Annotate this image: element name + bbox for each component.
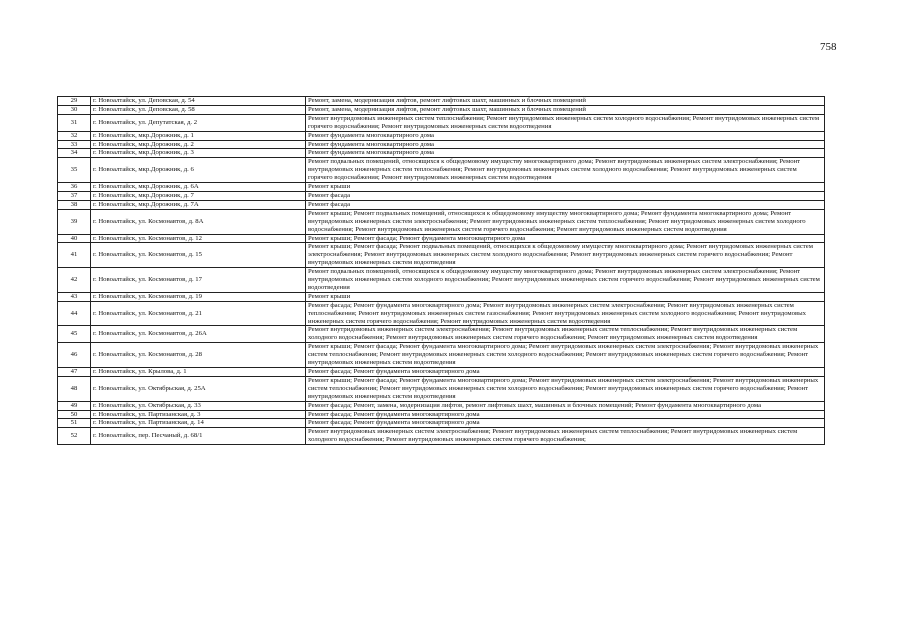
- table-row: [58, 149, 825, 158]
- row-number: 30: [58, 105, 91, 114]
- row-address: г. Новоалтайск, ул. Партизанская, д. 3: [91, 410, 306, 419]
- row-number: 32: [58, 131, 91, 140]
- row-number: 35: [58, 158, 91, 183]
- row-works: Ремонт фасада; Ремонт фундамента многоквартирного дома; Ремонт внутридомовых инженерных систем электроснабжения; Ремонт внутридомовых инженерных систем теплоснабжения; Ремонт внутридомовых инженерных систем газоснабжения; Ремонт внутридомовых инженерных систем холодного водоснабжения; Ремонт внутридомовых инженерных систем горячего водоснабжения; Ремонт внутридомовых инженерных систем водоотведения: [306, 301, 825, 326]
- row-address: г. Новоалтайск, мкр.Дорожник, д. 7А: [91, 200, 306, 209]
- table-row: [58, 140, 825, 149]
- table-row: [58, 158, 825, 183]
- row-number: 46: [58, 343, 91, 368]
- row-works: Ремонт крыши: [306, 183, 825, 192]
- row-address: г. Новоалтайск, ул. Космонавтов, д. 17: [91, 268, 306, 293]
- row-works: Ремонт крыши; Ремонт фасада; Ремонт фундамента многоквартирного дома: [306, 234, 825, 243]
- table-row: [58, 209, 825, 234]
- table-row: [58, 410, 825, 419]
- table-row: [58, 292, 825, 301]
- row-works: Ремонт внутридомовых инженерных систем электроснабжения; Ремонт внутридомовых инженерных систем теплоснабжения; Ремонт внутридомовых инженерных систем холодного водоснабжения; Ремонт внутридомовых инженерных систем горячего водоснабжения;: [306, 428, 825, 445]
- table-row: [58, 428, 825, 445]
- row-address: г. Новоалтайск, ул. Космонавтов, д. 26А: [91, 326, 306, 343]
- table-row: [58, 114, 825, 131]
- row-address: г. Новоалтайск, ул. Деповская, д. 54: [91, 97, 306, 106]
- row-works: Ремонт крыши: [306, 292, 825, 301]
- row-address: г. Новоалтайск, ул. Космонавтов, д. 21: [91, 301, 306, 326]
- row-number: 50: [58, 410, 91, 419]
- table-row: [58, 234, 825, 243]
- row-address: г. Новоалтайск, пер. Песчаный, д. 68/1: [91, 428, 306, 445]
- row-number: 52: [58, 428, 91, 445]
- row-number: 33: [58, 140, 91, 149]
- row-works: Ремонт внутридомовых инженерных систем теплоснабжения; Ремонт внутридомовых инженерных систем холодного водоснабжения; Ремонт внутридомовых инженерных систем горячего водоснабжения; Ремонт внутридомовых инженерных систем водоотведения: [306, 114, 825, 131]
- table-row: [58, 105, 825, 114]
- table-row: [58, 326, 825, 343]
- row-address: г. Новоалтайск, ул. Депутатская, д. 2: [91, 114, 306, 131]
- row-address: г. Новоалтайск, ул. Космонавтов, д. 28: [91, 343, 306, 368]
- repair-works-table: [57, 96, 825, 445]
- row-works: Ремонт крыши; Ремонт фасада; Ремонт фундамента многоквартирного дома; Ремонт внутридомовых инженерных систем электроснабжения; Ремонт внутридомовых инженерных систем теплоснабжения; Ремонт внутридомовых инженерных систем холодного водоснабжения; Ремонт внутридомовых инженерных систем горячего водоснабжения; Ремонт внутридомовых инженерных систем водоотведения: [306, 376, 825, 401]
- row-address: г. Новоалтайск, ул. Космонавтов, д. 19: [91, 292, 306, 301]
- table-row: [58, 131, 825, 140]
- row-works: Ремонт подвальных помещений, относящихся к общедомовому имуществу многоквартирного дома; Ремонт внутридомовых инженерных систем электроснабжения; Ремонт внутридомовых инженерных систем холодного водоснабжения; Ремонт внутридомовых инженерных систем горячего водоснабжения; Ремонт внутридомовых инженерных систем водоотведения: [306, 268, 825, 293]
- row-address: г. Новоалтайск, ул. Деповская, д. 58: [91, 105, 306, 114]
- row-works: Ремонт фасада; Ремонт фундамента многоквартирного дома: [306, 368, 825, 377]
- row-works: Ремонт фасада; Ремонт фундамента многоквартирного дома: [306, 419, 825, 428]
- row-works: Ремонт фасада: [306, 200, 825, 209]
- row-number: 49: [58, 401, 91, 410]
- row-number: 44: [58, 301, 91, 326]
- row-number: 40: [58, 234, 91, 243]
- table-row: [58, 97, 825, 106]
- table-row: [58, 343, 825, 368]
- row-number: 37: [58, 191, 91, 200]
- table-row: [58, 243, 825, 268]
- row-works: Ремонт, замена, модернизация лифтов, ремонт лифтовых шахт, машинных и блочных помещений: [306, 105, 825, 114]
- row-address: г. Новоалтайск, ул. Космонавтов, д. 8А: [91, 209, 306, 234]
- row-works: Ремонт фасада; Ремонт фундамента многоквартирного дома: [306, 410, 825, 419]
- row-address: г. Новоалтайск, ул. Октябрьская, д. 25А: [91, 376, 306, 401]
- row-works: Ремонт крыши; Ремонт подвальных помещений, относящихся к общедомовому имуществу многоквартирного дома; Ремонт фундамента многоквартирного дома; Ремонт внутридомовых инженерных систем электроснабжения; Ремонт внутридомовых инженерных систем теплоснабжения; Ремонт внутридомовых инженерных систем холодного водоснабжения; Ремонт внутридомовых инженерных систем горячего водоснабжения; Ремонт внутридомовых инженерных систем водоотведения: [306, 209, 825, 234]
- row-address: г. Новоалтайск, ул. Космонавтов, д. 15: [91, 243, 306, 268]
- row-number: 42: [58, 268, 91, 293]
- row-address: г. Новоалтайск, ул. Крылова, д. 1: [91, 368, 306, 377]
- row-address: г. Новоалтайск, мкр.Дорожник, д. 6: [91, 158, 306, 183]
- row-address: г. Новоалтайск, ул. Партизанская, д. 14: [91, 419, 306, 428]
- table-row: [58, 368, 825, 377]
- row-works: Ремонт фундамента многоквартирного дома: [306, 149, 825, 158]
- row-address: г. Новоалтайск, мкр.Дорожник, д. 7: [91, 191, 306, 200]
- row-address: г. Новоалтайск, мкр.Дорожник, д. 6А: [91, 183, 306, 192]
- row-works: Ремонт внутридомовых инженерных систем электроснабжения; Ремонт внутридомовых инженерных систем теплоснабжения; Ремонт внутридомовых инженерных систем холодного водоснабжения; Ремонт внутридомовых инженерных систем горячего водоснабжения; Ремонт внутридомовых инженерных систем водоотведения: [306, 326, 825, 343]
- row-number: 51: [58, 419, 91, 428]
- row-address: г. Новоалтайск, мкр.Дорожник, д. 1: [91, 131, 306, 140]
- row-number: 36: [58, 183, 91, 192]
- table-row: [58, 183, 825, 192]
- row-works: Ремонт фундамента многоквартирного дома: [306, 140, 825, 149]
- page-number: 758: [820, 41, 837, 53]
- table-row: [58, 268, 825, 293]
- row-works: Ремонт фасада: [306, 191, 825, 200]
- row-number: 34: [58, 149, 91, 158]
- row-number: 43: [58, 292, 91, 301]
- row-works: Ремонт фундамента многоквартирного дома: [306, 131, 825, 140]
- row-address: г. Новоалтайск, мкр.Дорожник, д. 2: [91, 140, 306, 149]
- row-number: 47: [58, 368, 91, 377]
- table-row: [58, 301, 825, 326]
- table-row: [58, 401, 825, 410]
- table-row: [58, 419, 825, 428]
- table-row: [58, 200, 825, 209]
- table-row: [58, 376, 825, 401]
- table-row: [58, 191, 825, 200]
- row-number: 38: [58, 200, 91, 209]
- row-works: Ремонт подвальных помещений, относящихся к общедомовому имуществу многоквартирного дома; Ремонт внутридомовых инженерных систем электроснабжения; Ремонт внутридомовых инженерных систем теплоснабжения; Ремонт внутридомовых инженерных систем холодного водоснабжения; Ремонт внутридомовых инженерных систем горячего водоснабжения; Ремонт внутридомовых инженерных систем водоотведения: [306, 158, 825, 183]
- row-address: г. Новоалтайск, ул. Октябрьская, д. 33: [91, 401, 306, 410]
- row-address: г. Новоалтайск, мкр.Дорожник, д. 3: [91, 149, 306, 158]
- row-number: 31: [58, 114, 91, 131]
- row-works: Ремонт крыши; Ремонт фасада; Ремонт фундамента многоквартирного дома; Ремонт внутридомовых инженерных систем электроснабжения; Ремонт внутридомовых инженерных систем теплоснабжения; Ремонт внутридомовых инженерных систем холодного водоснабжения; Ремонт внутридомовых инженерных систем горячего водоснабжения; Ремонт внутридомовых инженерных систем водоотведения: [306, 343, 825, 368]
- row-number: 41: [58, 243, 91, 268]
- table-body: [58, 97, 825, 445]
- row-number: 39: [58, 209, 91, 234]
- row-number: 48: [58, 376, 91, 401]
- row-number: 45: [58, 326, 91, 343]
- row-works: Ремонт, замена, модернизация лифтов, ремонт лифтовых шахт, машинных и блочных помещений: [306, 97, 825, 106]
- row-works: Ремонт фасада; Ремонт, замена, модернизация лифтов, ремонт лифтовых шахт, машинных и блочных помещений; Ремонт фундамента многоквартирного дома: [306, 401, 825, 410]
- row-address: г. Новоалтайск, ул. Космонавтов, д. 12: [91, 234, 306, 243]
- row-works: Ремонт крыши; Ремонт фасада; Ремонт подвальных помещений, относящихся к общедомовому имуществу многоквартирного дома; Ремонт внутридомовых инженерных систем электроснабжения; Ремонт внутридомовых инженерных систем холодного водоснабжения; Ремонт внутридомовых инженерных систем горячего водоснабжения; Ремонт внутридомовых инженерных систем водоотведения: [306, 243, 825, 268]
- row-number: 29: [58, 97, 91, 106]
